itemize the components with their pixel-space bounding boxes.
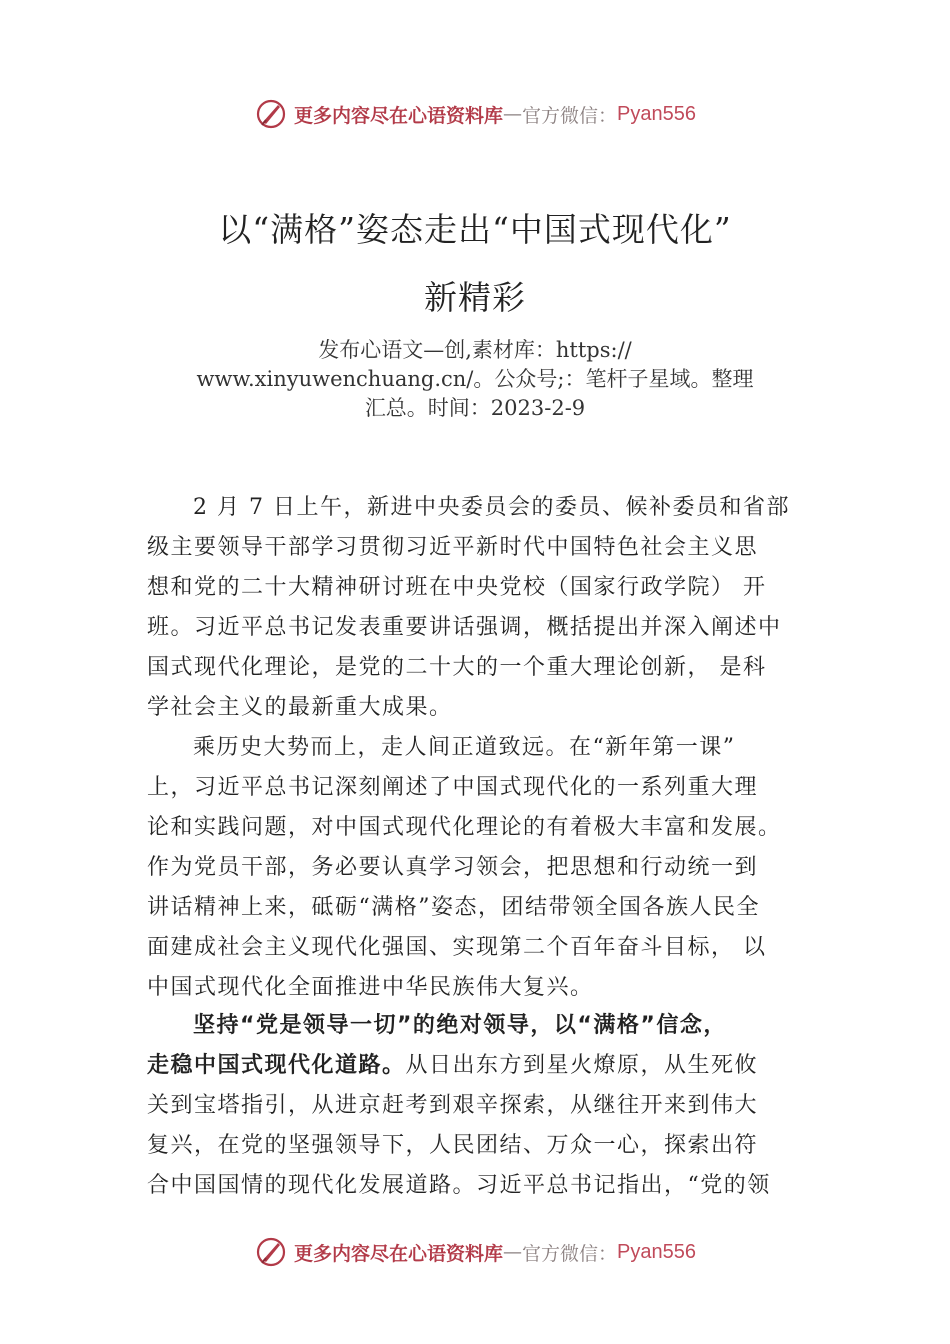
meta-line-3: 汇总。时间：2023-2-9 [364,396,586,420]
body-line: 中国式现代化全面推进中华民族伟大复兴。 [147,975,594,1000]
meta-line-1: 发布心语文—创,素材库：https:// [318,338,632,362]
quill-logo-icon [254,1235,288,1269]
body-line: 乘历史大势而上，走人间正道致远。在“新年第一课” [193,735,736,760]
body-line: 级主要领导干部学习贯彻习近平新时代中国特色社会主义思 [147,535,759,560]
body-line: 班。习近平总书记发表重要讲话强调，概括提出并深入阐述中 [147,615,782,640]
banner-label: 官方微信： [522,1242,618,1265]
body-line: 复兴，在党的坚强领导下，人民团结、万众一心，探索出符 [147,1133,759,1158]
section-heading-line: 坚持“党是领导一切”的绝对领导，以“满格”信念， [193,1013,727,1038]
banner-wechat-id: Pyan556 [617,102,696,125]
banner-brand: 更多内容尽在心语资料库 [294,1242,504,1265]
body-line: 合中国国情的现代化发展道路。习近平总书记指出，“党的领 [147,1173,771,1198]
quill-logo-icon [254,97,288,131]
section-heading-continuation: 走稳中国式现代化道路。 [147,1053,406,1078]
body-line: 上，习近平总书记深刻阐述了中国式现代化的一系列重大理 [147,775,759,800]
body-line-rest: 从日出东方到星火燎原，从生死攸 [405,1053,759,1078]
body-line: 学社会主义的最新重大成果。 [147,695,453,720]
document-title-line-1: 以“满格”姿态走出“中国式现代化” [218,210,732,249]
banner-dash: — [503,103,523,125]
footer-banner [0,1232,950,1272]
body-line: 作为党员干部，务必要认真学习领会，把思想和行动统一到 [147,855,759,880]
banner-dash: — [503,1241,523,1263]
body-line: 论和实践问题，对中国式现代化理论的有着极大丰富和发展。 [147,815,782,840]
banner-label: 官方微信： [522,104,618,127]
body-line: 2 月 7 日上午，新进中央委员会的委员、候补委员和省部 [193,495,790,520]
body-line: 关到宝塔指引，从进京赶考到艰辛探索，从继往开来到伟大 [147,1093,759,1118]
meta-line-2: www.xinyuwenchuang.cn/。公众号;：笔杆子星域。整理 [196,367,754,391]
banner-brand: 更多内容尽在心语资料库 [294,104,504,127]
body-line: 面建成社会主义现代化强国、实现第二个百年奋斗目标， 以 [147,935,767,960]
body-line: 想和党的二十大精神研讨班在中央党校（国家行政学院） 开 [147,575,767,600]
header-banner [0,94,950,134]
banner-wechat-id: Pyan556 [617,1240,696,1263]
body-line: 国式现代化理论，是党的二十大的一个重大理论创新， 是科 [147,655,767,680]
body-line-mixed [147,1046,837,1086]
document-title-line-2: 新精彩 [424,278,526,317]
body-line: 讲话精神上来，砥砺“满格”姿态，团结带领全国各族人民全 [147,895,760,920]
